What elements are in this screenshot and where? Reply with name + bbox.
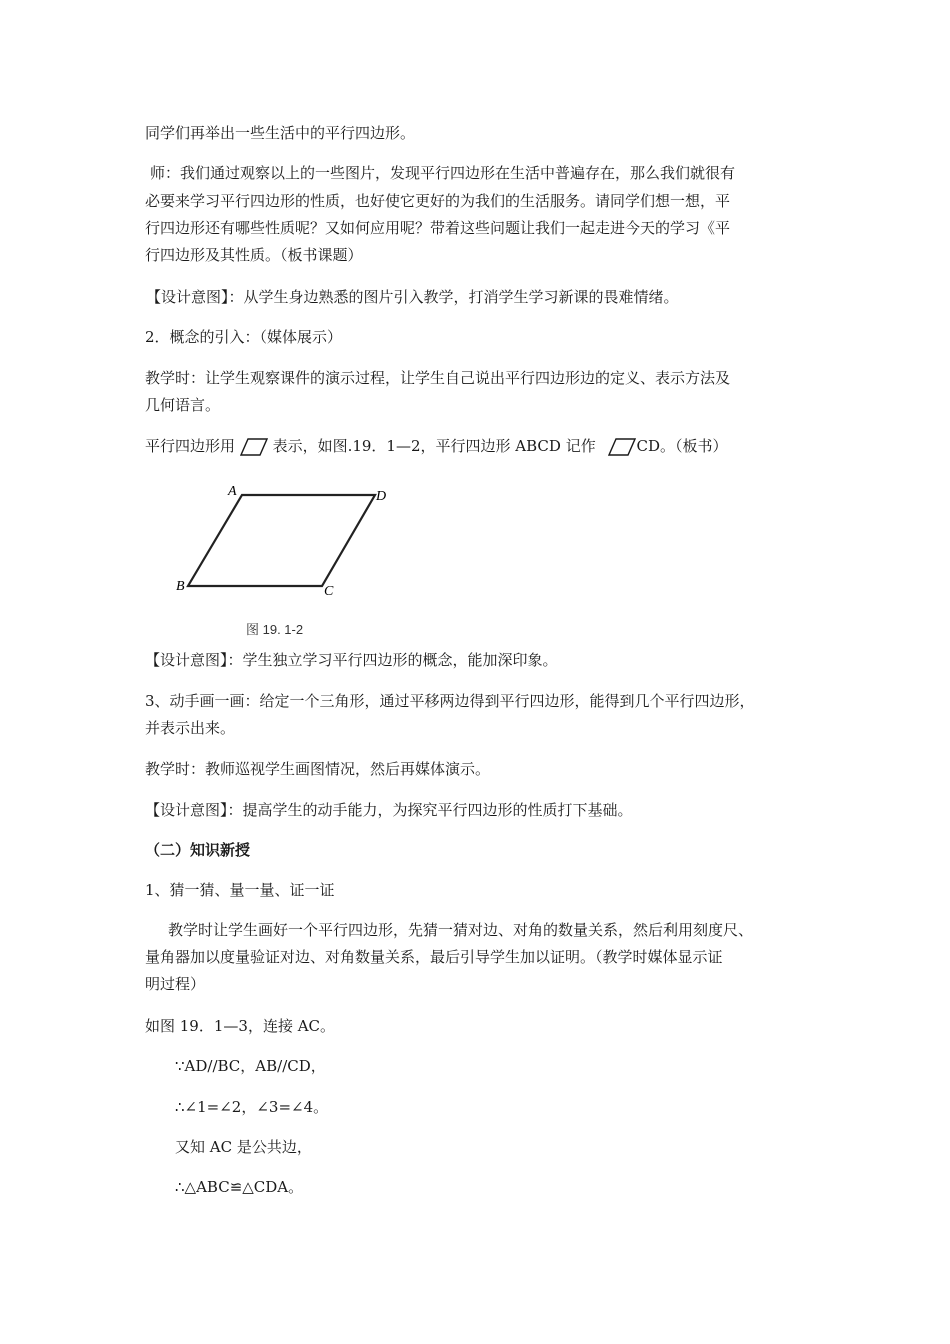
parallelogram-symbol-icon (240, 438, 268, 456)
paragraph-line: 教学时让学生画好一个平行四边形，先猜一猜对边、对角的数量关系，然后利用刻度尺、 (168, 921, 754, 939)
vertex-label-b: B (176, 579, 185, 594)
proof-line: 又知 AC 是公共边， (175, 1138, 312, 1156)
notation-text-1: 平行四边形用 (145, 437, 236, 455)
parallelogram-symbol-icon (608, 438, 636, 456)
paragraph-line: 必要来学习平行四边形的性质，也好使它更好的为我们的生活服务。请同学们想一想，平 (145, 192, 731, 210)
vertex-label-d: D (376, 489, 387, 504)
proof-line: 如图 19．1—3，连接 AC。 (145, 1017, 336, 1035)
design-intent-line: 【设计意图】：学生独立学习平行四边形的概念，能加深印象。 (145, 651, 558, 669)
parallelogram-shape (188, 495, 375, 586)
paragraph-line: 同学们再举出一些生活中的平行四边形。 (145, 124, 416, 142)
proof-line: ∵AD//BC，AB//CD， (175, 1057, 326, 1075)
section-heading: 2．概念的引入：（媒体展示） (145, 328, 343, 346)
design-intent-line: 【设计意图】：提高学生的动手能力，为探究平行四边形的性质打下基础。 (145, 801, 633, 819)
figure-19-1-2 (170, 478, 410, 652)
proof-line: ∴△ABC≌△CDA。 (175, 1178, 304, 1196)
paragraph-line: 教学时：教师巡视学生画图情况，然后再媒体演示。 (145, 760, 491, 778)
notation-text-3: CD。（板书） (636, 437, 728, 455)
notation-line (145, 436, 728, 456)
proof-line: ∴∠1=∠2，∠3=∠4。 (175, 1098, 329, 1116)
vertex-label-a: A (228, 484, 237, 499)
design-intent-line: 【设计意图】：从学生身边熟悉的图片引入教学，打消学生学习新课的畏难情绪。 (146, 288, 679, 306)
paragraph-line: 教学时：让学生观察课件的演示过程，让学生自己说出平行四边形边的定义、表示方法及 (145, 369, 731, 387)
section-heading: （二）知识新授 (145, 841, 251, 859)
notation-text-2: 表示，如图.19．1—2，平行四边形 ABCD 记作 (272, 437, 596, 455)
paragraph-line: 明过程） (145, 975, 206, 993)
paragraph-line: 并表示出来。 (145, 719, 236, 737)
figure-caption: 图 19. 1-2 (246, 622, 304, 637)
paragraph-line: 行四边形还有哪些性质呢？又如何应用呢？带着这些问题让我们一起走进今天的学习《平 (145, 219, 731, 237)
vertex-label-c: C (324, 584, 334, 599)
parallelogram-figure (170, 478, 410, 648)
subsection-heading: 1、猜一猜、量一量、证一证 (145, 881, 335, 899)
paragraph-line: 3、动手画一画：给定一个三角形，通过平移两边得到平行四边形，能得到几个平行四边形， (145, 692, 755, 710)
paragraph-line: 行四边形及其性质。（板书课题） (145, 246, 363, 264)
paragraph-line: 师：我们通过观察以上的一些图片，发现平行四边形在生活中普遍存在，那么我们就很有 (150, 164, 736, 182)
paragraph-line: 几何语言。 (145, 396, 221, 414)
paragraph-line: 量角器加以度量验证对边、对角数量关系，最后引导学生加以证明。（教学时媒体显示证 (145, 948, 723, 966)
